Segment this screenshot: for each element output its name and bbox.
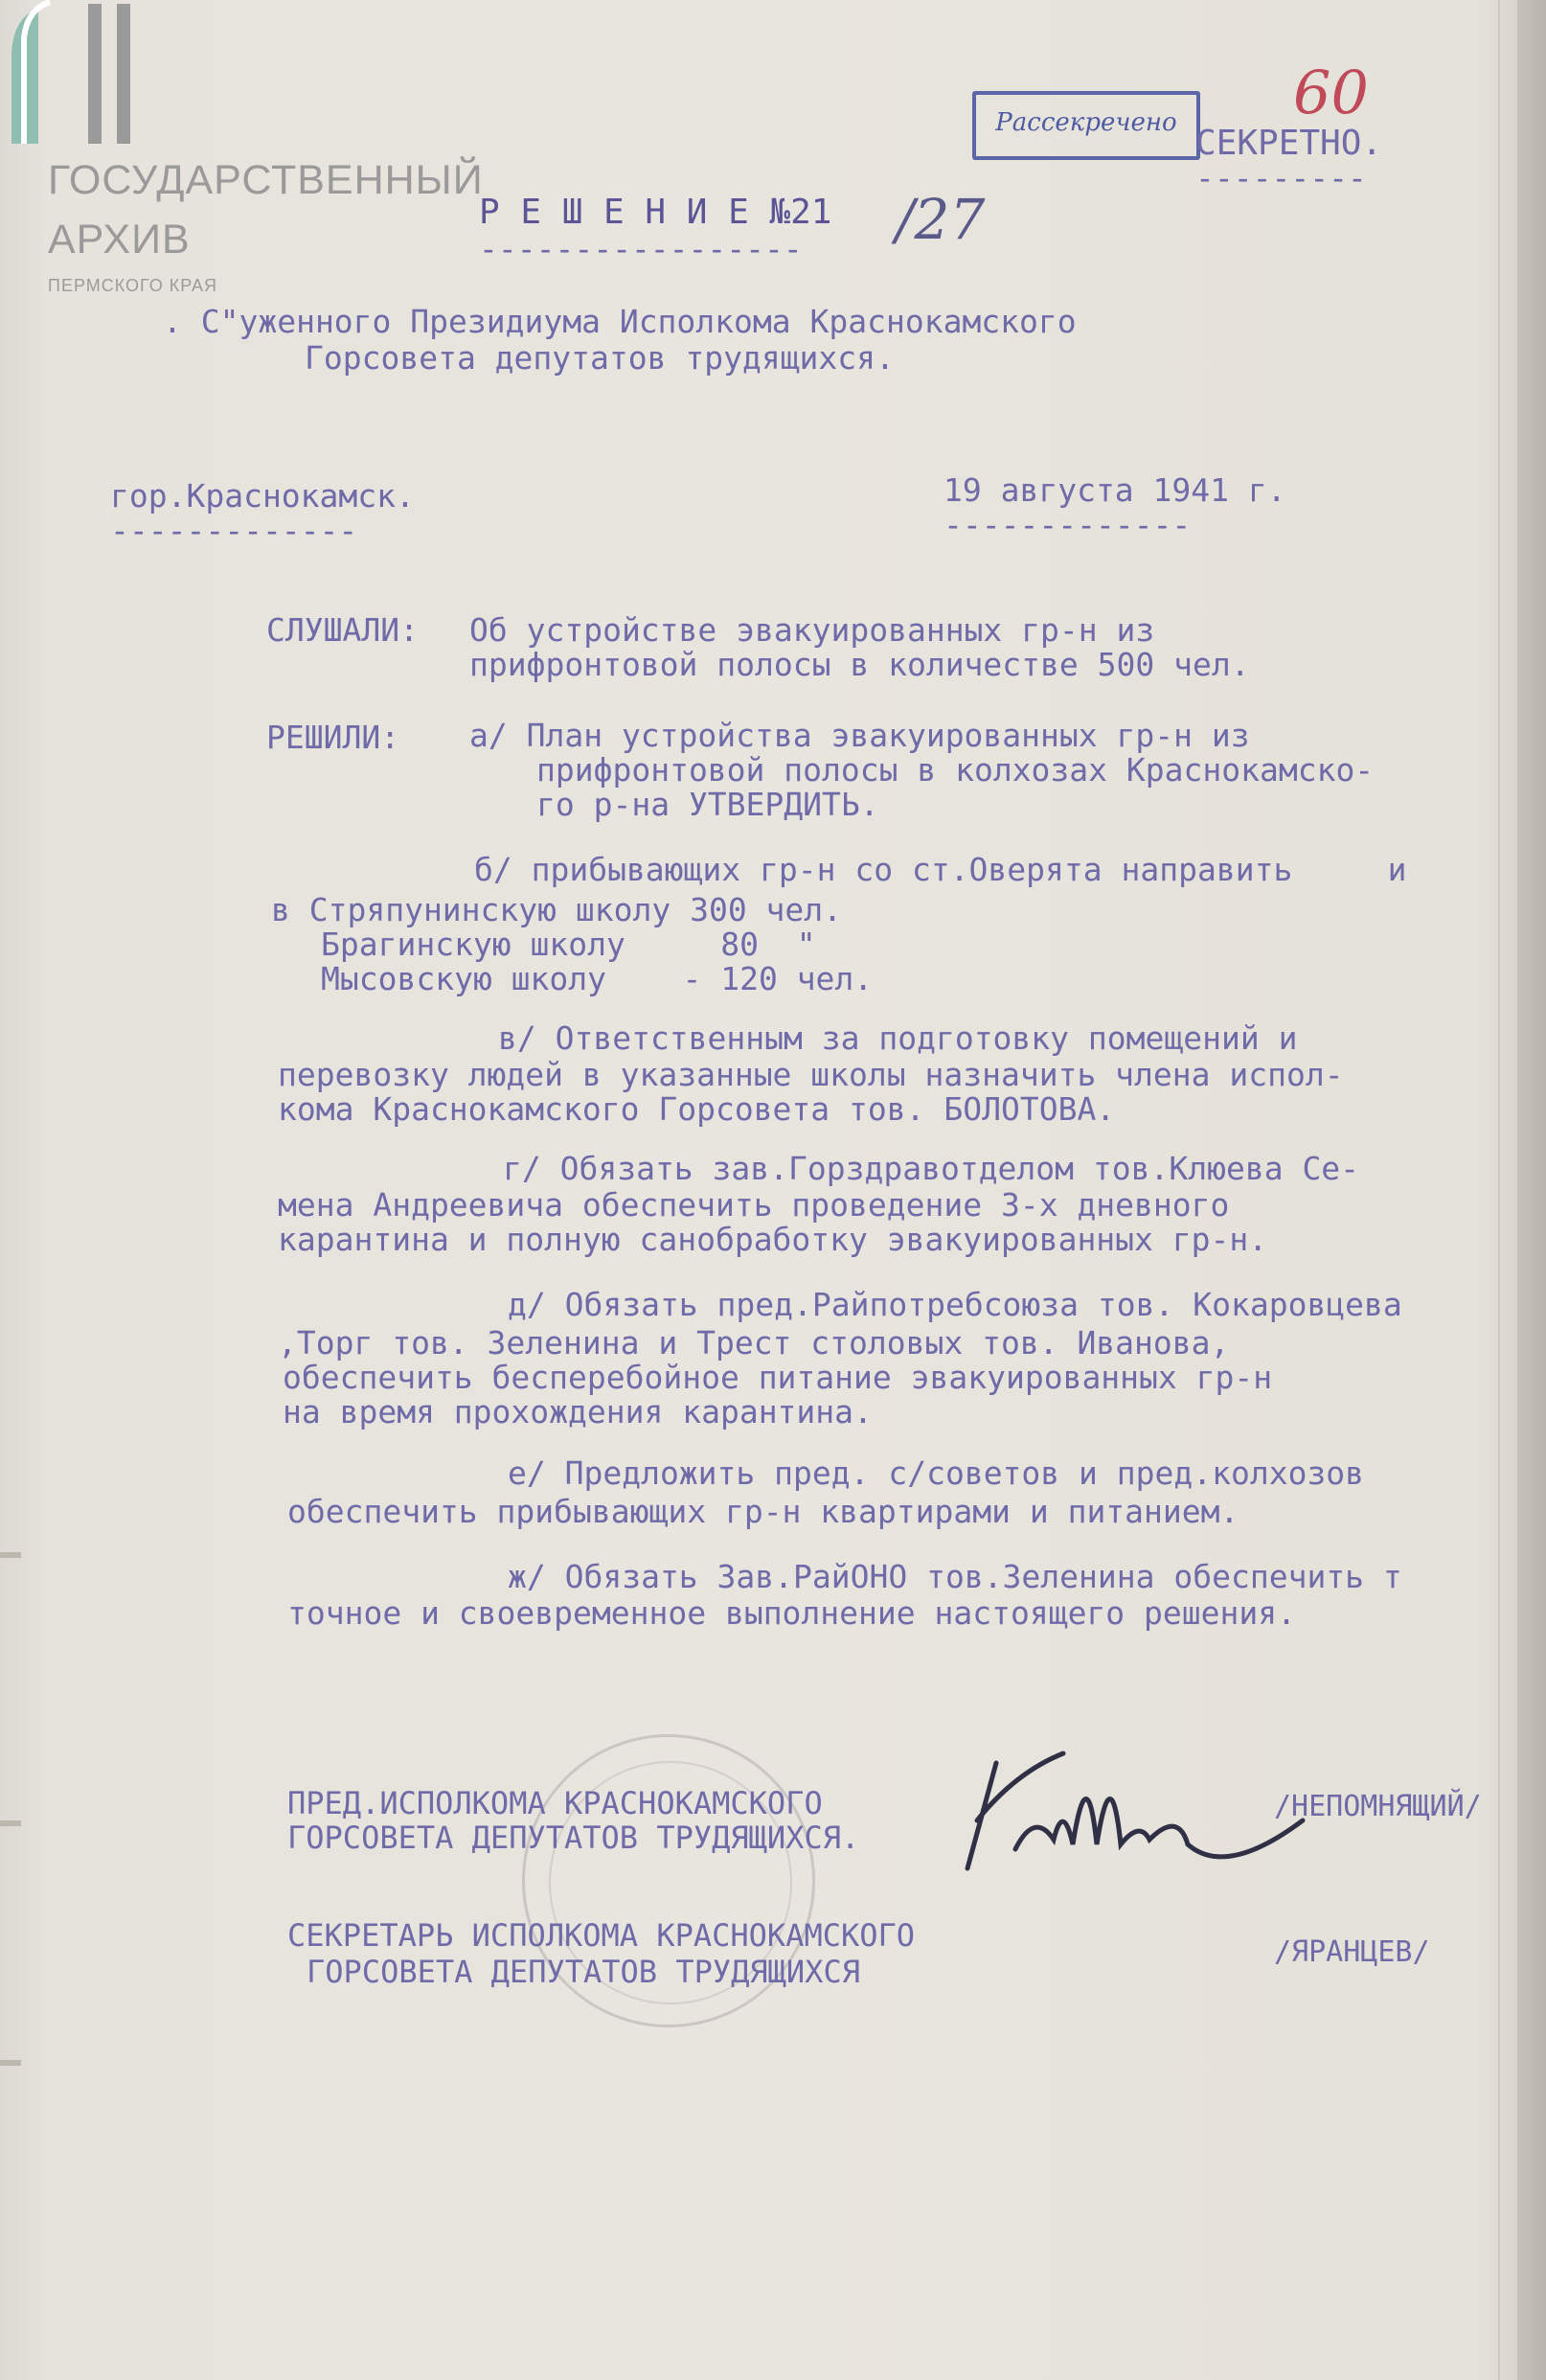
- item-b-line3: Брагинскую школу 80 ": [321, 926, 816, 963]
- item-v-line1: в/ Ответственным за подготовку помещений и: [498, 1019, 1298, 1057]
- handwritten-page-number: 60: [1293, 57, 1369, 127]
- item-d-line1: д/ Обязать пред.Райпотребсоюза тов. Кокаровцева: [508, 1286, 1402, 1323]
- place-underline: -------------: [110, 512, 358, 549]
- chair-signature: [958, 1734, 1322, 1888]
- declassified-stamp: [972, 91, 1200, 160]
- item-d-line3: обеспечить бесперебойное питание эвакуированных гр-н: [283, 1359, 1273, 1396]
- binding-mark: [0, 1552, 21, 1558]
- item-zh-line2: точное и своевременное выполнение настоящего решения.: [287, 1594, 1296, 1632]
- item-b-line4: Мысовскую школу - 120 чел.: [321, 960, 874, 997]
- declassified-stamp-text: Рассекречено: [995, 108, 1177, 137]
- chair-title-line2: ГОРСОВЕТА ДЕПУТАТОВ ТРУДЯЩИХСЯ.: [287, 1819, 860, 1856]
- secretary-name: /ЯРАНЦЕВ/: [1274, 1935, 1430, 1969]
- heard-line1: Об устройстве эвакуированных гр-н из: [469, 611, 1155, 649]
- chair-name: /НЕПОМНЯЩИЙ/: [1274, 1790, 1482, 1823]
- archive-logo: [0, 0, 484, 307]
- item-a-line2: прифронтовой полосы в колхозах Краснокамско-: [536, 751, 1375, 789]
- archive-logo-line1: ГОСУДАРСТВЕННЫЙ: [48, 157, 484, 203]
- date: 19 августа 1941 г.: [944, 471, 1286, 509]
- item-d-line4: на время прохождения карантина.: [283, 1393, 873, 1430]
- item-g-line3: карантина и полную санобработку эвакуированных гр-н.: [278, 1221, 1268, 1258]
- classification-mark: СЕКРЕТНО.: [1195, 124, 1383, 163]
- header-line2: Горсовета депутатов трудящихся.: [305, 339, 895, 377]
- item-a-line3: го р-на УТВЕРДИТЬ.: [536, 786, 879, 823]
- chair-title-line1: ПРЕД.ИСПОЛКОМА КРАСНОКАМСКОГО: [287, 1785, 823, 1821]
- secretary-title-line1: СЕКРЕТАРЬ ИСПОЛКОМА КРАСНОКАМСКОГО: [287, 1917, 916, 1954]
- date-underline: -------------: [944, 506, 1192, 543]
- item-g-line1: г/ Обязать зав.Горздравотделом тов.Клюева Се-: [503, 1150, 1360, 1187]
- item-e-line1: е/ Предложить пред. с/советов и пред.колхозов: [508, 1454, 1365, 1492]
- heard-label: СЛУШАЛИ:: [266, 611, 419, 649]
- item-b-line2: в Стряпунинскую школу 300 чел.: [271, 891, 843, 928]
- archive-logo-icon: [0, 0, 153, 153]
- item-d-line2: ,Торг тов. Зеленина и Трест столовых тов. Иванова,: [278, 1324, 1230, 1362]
- header-line1: . С"уженного Президиума Исполкома Краснокамского: [163, 303, 1077, 340]
- title-underline: -----------------: [479, 230, 803, 267]
- classification-underline: ---------: [1195, 159, 1367, 196]
- handwritten-decision-suffix: /27: [896, 187, 986, 252]
- page-edge: [1517, 0, 1546, 2380]
- page-edge-line: [1498, 0, 1500, 2380]
- item-g-line2: мена Андреевича обеспечить проведение 3-х дневного: [278, 1186, 1230, 1224]
- heard-line2: прифронтовой полосы в количестве 500 чел.: [469, 646, 1250, 683]
- item-v-line2: перевозку людей в указанные школы назначить члена испол-: [278, 1056, 1344, 1093]
- binding-mark: [0, 2060, 21, 2066]
- archive-logo-line2: АРХИВ: [48, 217, 191, 263]
- item-v-line3: кома Краснокамского Горсовета тов. БОЛОТОВА.: [278, 1090, 1116, 1128]
- decided-label: РЕШИЛИ:: [266, 719, 400, 756]
- archive-logo-line3: ПЕРМСКОГО КРАЯ: [48, 276, 218, 295]
- secretary-title-line2: ГОРСОВЕТА ДЕПУТАТОВ ТРУДЯЩИХСЯ: [307, 1954, 860, 1990]
- place: гор.Краснокамск.: [110, 477, 415, 515]
- item-e-line2: обеспечить прибывающих гр-н квартирами и питанием.: [287, 1493, 1239, 1530]
- decision-title: Р Е Ш Е Н И Е №21: [479, 193, 832, 232]
- item-zh-line1: ж/ Обязать Зав.РайОНО тов.Зеленина обеспечить т: [508, 1558, 1402, 1595]
- item-b-line1: б/ прибывающих гр-н со ст.Оверята направить и: [474, 851, 1407, 888]
- item-a-line1: а/ План устройства эвакуированных гр-н из: [469, 717, 1250, 754]
- binding-mark: [0, 1820, 21, 1826]
